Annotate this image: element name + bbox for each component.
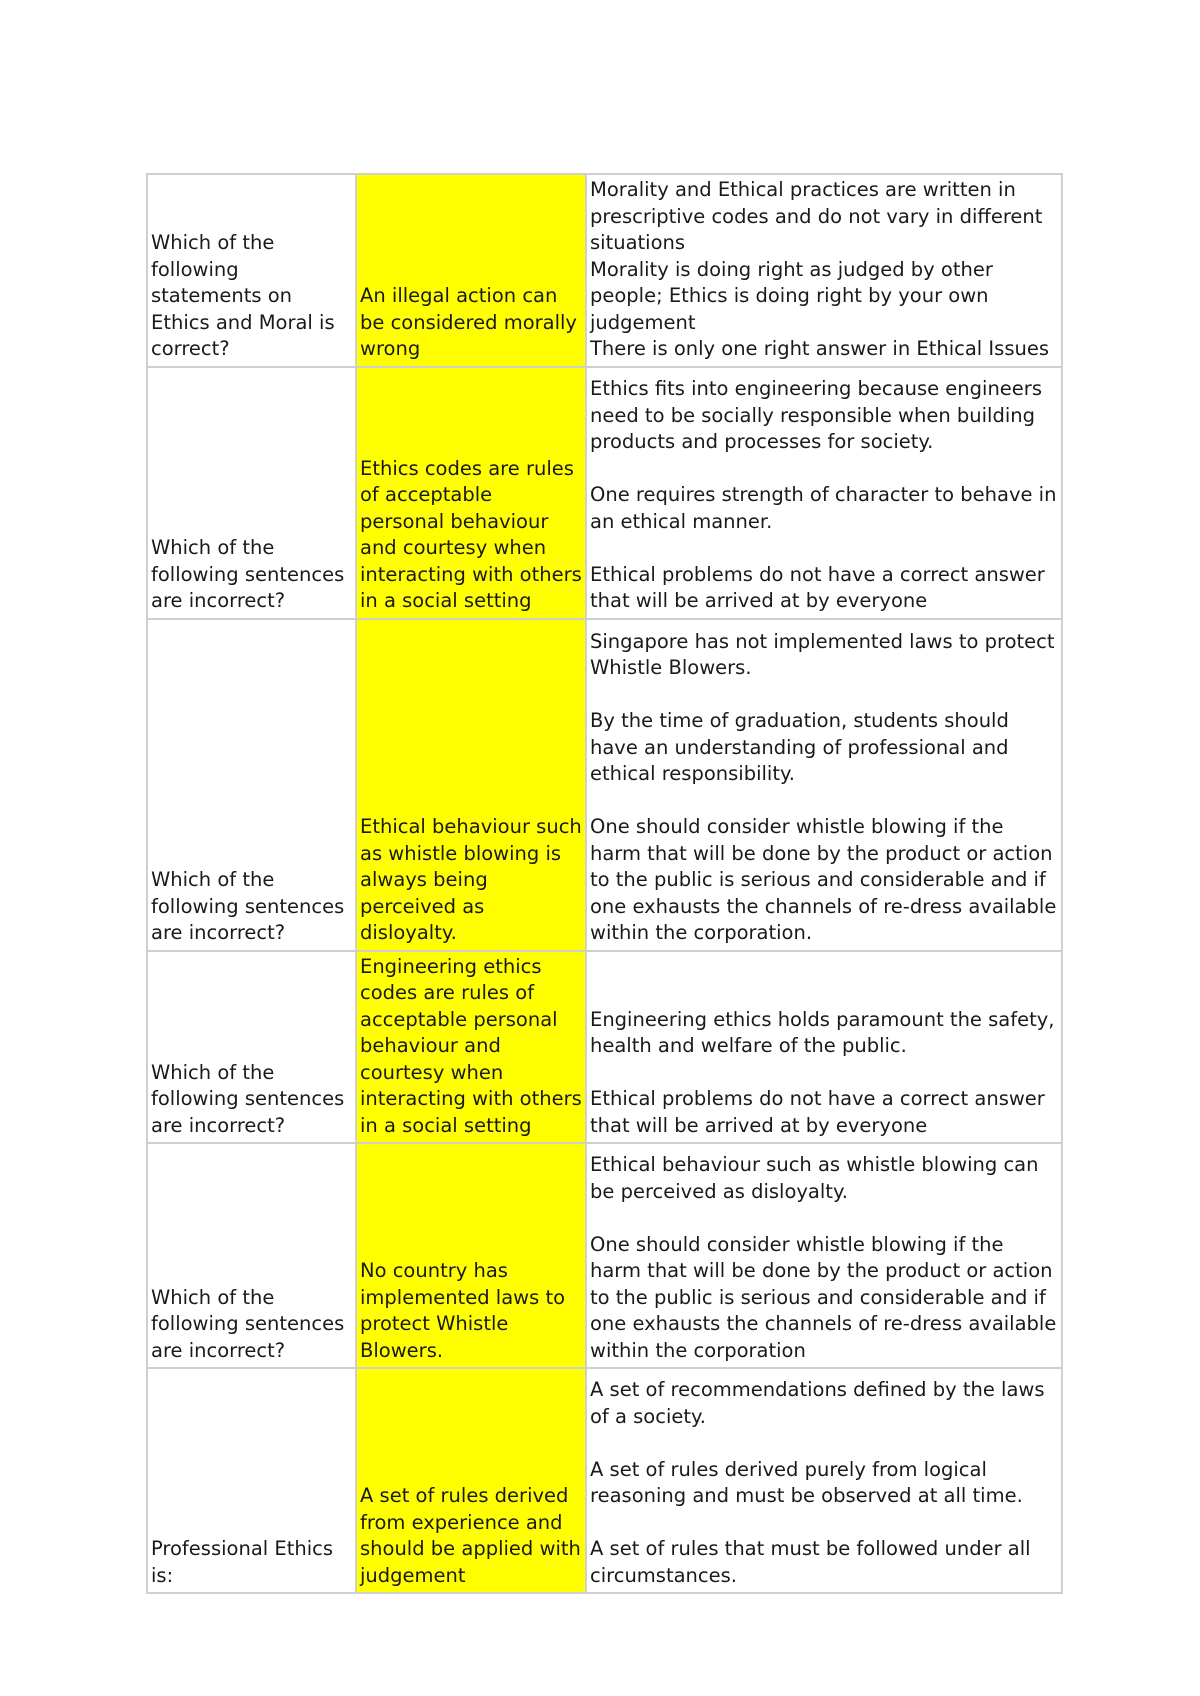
- question-cell: Which of the following sentences are incorrect?: [147, 1143, 356, 1368]
- correct-answer-cell: Ethical behaviour such as whistle blowing is always being perceived as disloyalty.: [356, 619, 586, 951]
- table-row: [147, 367, 1062, 619]
- correct-answer-cell: An illegal action can be considered morally wrong: [356, 174, 586, 367]
- other-options-cell: Singapore has not implemented laws to protect Whistle Blowers. By the time of graduation, students should have an understanding of professional and ethical responsibility. One should consider whistle blowing if the harm that will be done by the product or action to the public is serious and considerable and if one exhausts the channels of re-dress available within the corporation.: [586, 619, 1062, 951]
- question-cell: Which of the following statements on Ethics and Moral is correct?: [147, 174, 356, 367]
- table-row: [147, 1143, 1062, 1368]
- correct-answer-cell: No country has implemented laws to protect Whistle Blowers.: [356, 1143, 586, 1368]
- other-options-cell: Ethical behaviour such as whistle blowing can be perceived as disloyalty. One should consider whistle blowing if the harm that will be done by the product or action to the public is serious and considerable and if one exhausts the channels of re-dress available within the corporation: [586, 1143, 1062, 1368]
- other-options-cell: A set of recommendations defined by the laws of a society. A set of rules derived purely from logical reasoning and must be observed at all time. A set of rules that must be followed under all circumstances.: [586, 1368, 1062, 1593]
- table-row: [147, 1368, 1062, 1593]
- table-row: [147, 174, 1062, 367]
- other-options-cell: Engineering ethics holds paramount the safety, health and welfare of the public. Ethical problems do not have a correct answer that will be arrived at by everyone: [586, 951, 1062, 1144]
- table-row: [147, 951, 1062, 1144]
- table-row: [147, 619, 1062, 951]
- correct-answer-cell: Ethics codes are rules of acceptable personal behaviour and courtesy when interacting with others in a social setting: [356, 367, 586, 619]
- question-cell: Which of the following sentences are incorrect?: [147, 619, 356, 951]
- correct-answer-cell: A set of rules derived from experience and should be applied with judgement: [356, 1368, 586, 1593]
- other-options-cell: Ethics fits into engineering because engineers need to be socially responsible when building products and processes for society. One requires strength of character to behave in an ethical manner. Ethical problems do not have a correct answer that will be arrived at by everyone: [586, 367, 1062, 619]
- question-cell: Professional Ethics is:: [147, 1368, 356, 1593]
- question-cell: Which of the following sentences are incorrect?: [147, 367, 356, 619]
- other-options-cell: Morality and Ethical practices are written in prescriptive codes and do not vary in different situations Morality is doing right as judged by other people; Ethics is doing right by your own judgement There is only one right answer in Ethical Issues: [586, 174, 1062, 367]
- quiz-table: [146, 173, 1063, 1594]
- question-cell: Which of the following sentences are incorrect?: [147, 951, 356, 1144]
- correct-answer-cell: Engineering ethics codes are rules of acceptable personal behaviour and courtesy when interacting with others in a social setting: [356, 951, 586, 1144]
